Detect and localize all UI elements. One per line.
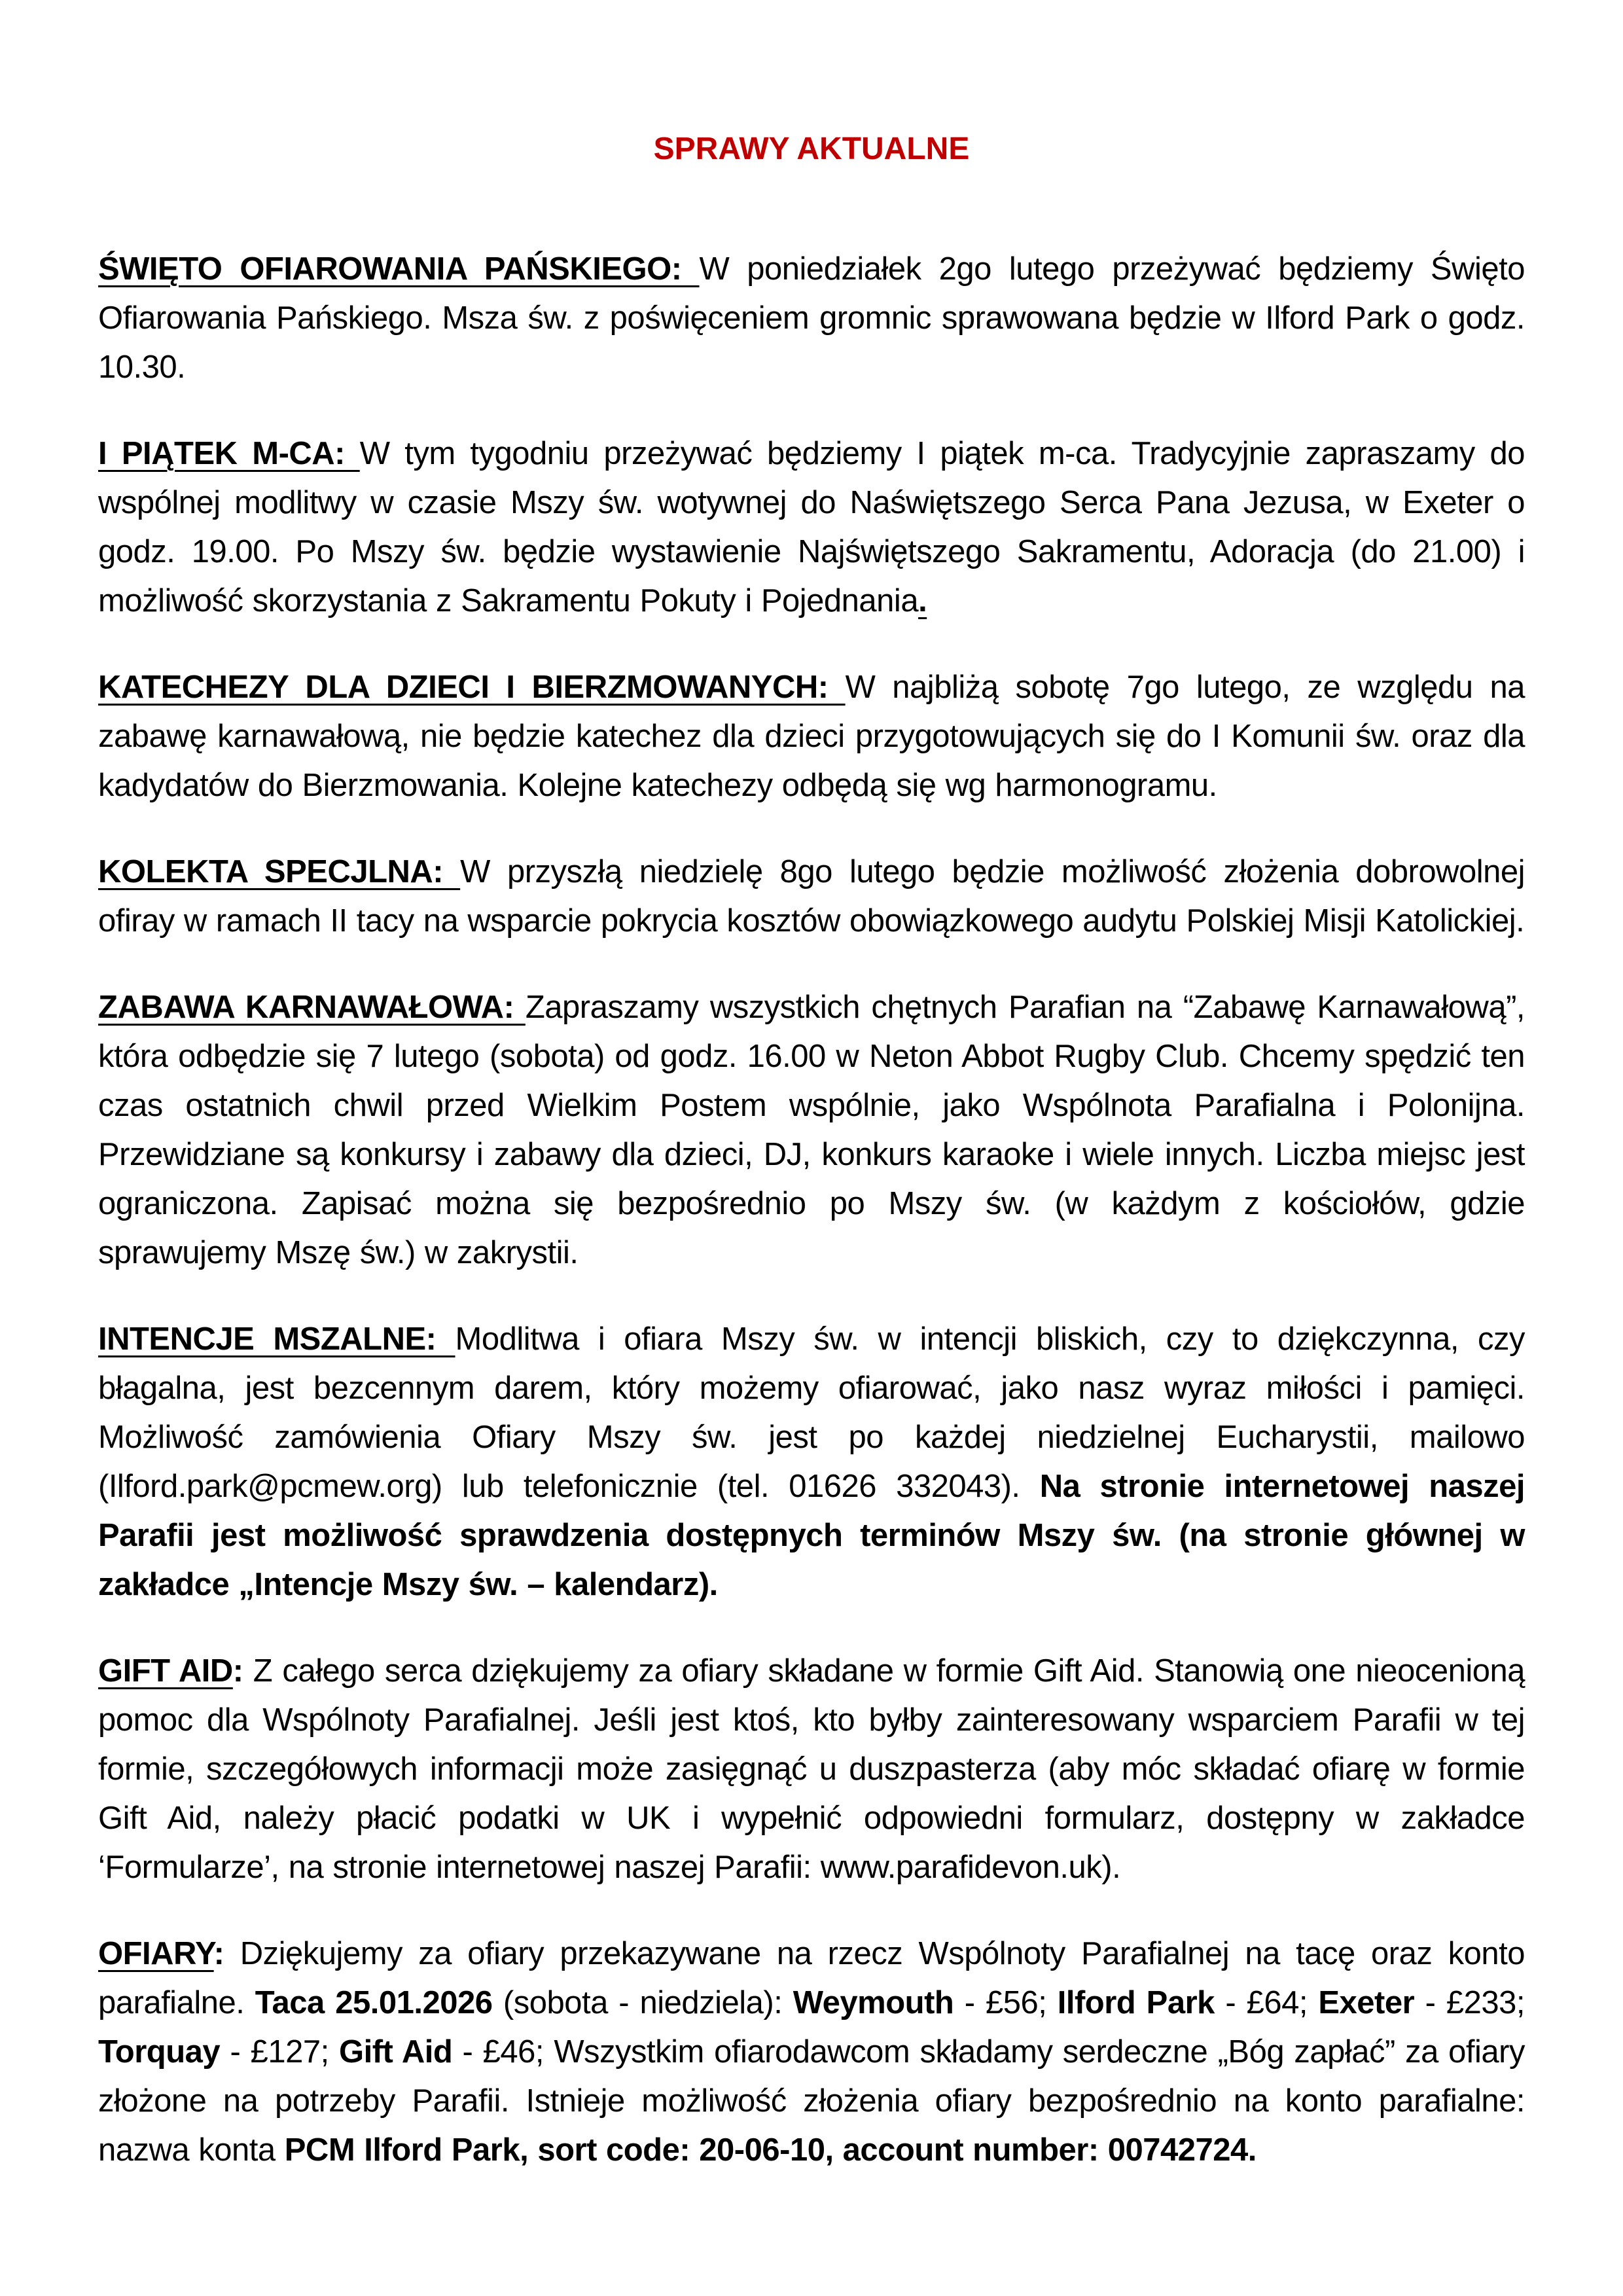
section-zabawa-karnawalowa <box>98 983 1535 1278</box>
text-run: : <box>232 1653 243 1689</box>
section-kolekta-specjlna <box>98 848 1535 946</box>
page-title: SPRAWY AKTUALNE <box>653 132 970 166</box>
text-run: - £56; <box>954 1985 1058 2020</box>
text-run: Z całego serca dziękujemy za ofiary składane w formie Gift Aid. Stanowią one nieocenioną pomoc dla Wspólnoty Parafialnej. Jeśli jest ktoś, kto byłby zainteresowany wsparciem Parafii w tej formie, szczegółowych informacji może zasięgnąć u duszpasterza (aby móc składać ofiarę w formie Gift Aid, należy płacić podatki w UK i wypełnić odpowiedni formularz, dostępny w zakładce ‘Formularze’, na stronie internetowej naszej Parafii: www.parafidevon.uk). <box>98 1653 1535 1885</box>
text-run: W poniedziałek 2go lutego przeżywać będziemy Święto Ofiarowania Pańskiego. Msza św. z poświęceniem gromnic sprawowana będzie w Ilford Park o godz. 10.30. <box>98 251 1535 385</box>
text-run: Zapraszamy wszystkich chętnych Parafian na “Zabawę Karnawałową”, która odbędzie się 7 lutego (sobota) od godz. 16.00 w Neton Abbot Rugby Club. Chcemy spędzić ten czas ostatnich chwil przed Wielkim Postem wspólnie, jako Wspólnota Parafialna i Polonijna. Przewidziane są konkursy i zabawy dla dzieci, DJ, konkurs karaoke i wiele innych. Liczba miejsc jest ograniczona. Zapisać można się bezpośrednio po Mszy św. (w każdym z kościołów, gdzie sprawujemy Mszę św.) w zakrystii. <box>98 990 1535 1270</box>
text-run: W najbliżą sobotę 7go lutego, ze względu na zabawę karnawałową, nie będzie katechez dla dzieci przygotowujących się do I Komunii św. oraz dla kadydatów do Bierzmowania. Kolejne katechezy odbędą się wg harmonogramu. <box>98 670 1535 803</box>
section-heading: I PIĄTEK M-CA: <box>98 436 360 471</box>
text-run: : <box>213 1936 224 1971</box>
section-intencje-mszalne <box>98 1315 1535 1609</box>
text-run: W przyszłą niedzielę 8go lutego będzie możliwość złożenia dobrowolnej ofiray w ramach II tacy na wsparcie pokrycia kosztów obowiązkowego audytu Polskiej Misji Katolickiej. <box>98 854 1535 939</box>
text-run: Modlitwa i ofiara Mszy św. w intencji bliskich, czy to dziękczynna, czy błagalna, jest bezcennym darem, który możemy ofiarować, jako nasz wyraz miłości i pamięci. Możliwość zamówienia Ofiary Mszy św. jest po każdej niedzielnej Eucharystii, mailowo (Ilford.park@pcmew.org) lub telefonicznie (tel. 01626 332043). <box>98 1321 1535 1504</box>
section-i-piatek-m-ca <box>98 429 1535 626</box>
section-heading: GIFT AID <box>98 1653 233 1689</box>
text-run: - £127; <box>220 2034 339 2070</box>
text-run: Gift Aid <box>338 2034 453 2070</box>
text-run: W tym tygodniu przeżywać będziemy I piątek m-ca. Tradycyjnie zapraszamy do wspólnej modlitwy w czasie Mszy św. wotywnej do Naświętszego Serca Pana Jezusa, w Exeter o godz. 19.00. Po Mszy św. będzie wystawienie Najświętszego Sakramentu, Adoracja (do 21.00) i możliwość skorzystania z Sakramentu Pokuty i Pojednania <box>98 436 1535 619</box>
text-run: Exeter <box>1318 1985 1415 2020</box>
text-run: (sobota - niedziela): <box>503 1985 793 2020</box>
text-run: Na stronie internetowej naszej Parafii jest możliwość sprawdzenia dostępnych terminów Mszy św. (na stronie głównej w zakładce „Intencje Mszy św. – kalendarz). <box>98 1469 1535 1602</box>
text-run: Ilford Park <box>1057 1985 1215 2020</box>
section-heading: ŚWIĘTO OFIAROWANIA PAŃSKIEGO: <box>98 251 700 287</box>
text-run: Torquay <box>98 2034 221 2070</box>
text-run: Wszystkim ofiarodawcom składamy serdeczne „Bóg zapłać” za ofiary złożone na potrzeby Parafii. Istnieje możliwość złożenia ofiary bezpośrednio na konto parafialne: nazwa konta <box>98 2034 1535 2168</box>
section-gift-aid <box>98 1647 1535 1892</box>
text-run: - £64; <box>1214 1985 1319 2020</box>
section-heading: KATECHEZY DLA DZIECI I BIERZMOWANYCH: <box>98 670 846 705</box>
text-run: - £233; <box>1414 1985 1535 2020</box>
text-run: Dziękujemy za ofiary przekazywane na rzecz Wspólnoty Parafialnej na tacę oraz konto parafialne. <box>98 1936 1535 2020</box>
text-run: . <box>918 583 927 619</box>
text-run: Taca 25.01.2026 <box>255 1985 503 2020</box>
section-heading: OFIARY <box>98 1936 214 1971</box>
section-ofiary <box>98 1929 1535 2175</box>
section-heading: KOLEKTA SPECJLNA: <box>98 854 461 889</box>
section-swieto-ofiarowania-panskiego <box>98 245 1535 392</box>
section-heading: ZABAWA KARNAWAŁOWA: <box>98 990 526 1025</box>
section-katechezy-dla-dzieci-i-bierzmowanych <box>98 663 1535 810</box>
text-run: - £46; <box>452 2034 554 2070</box>
text-run: Weymouth <box>793 1985 954 2020</box>
section-heading: INTENCJE MSZALNE: <box>98 1321 455 1357</box>
text-run: PCM Ilford Park, sort code: 20-06-10, account number: 00742724. <box>284 2132 1257 2168</box>
